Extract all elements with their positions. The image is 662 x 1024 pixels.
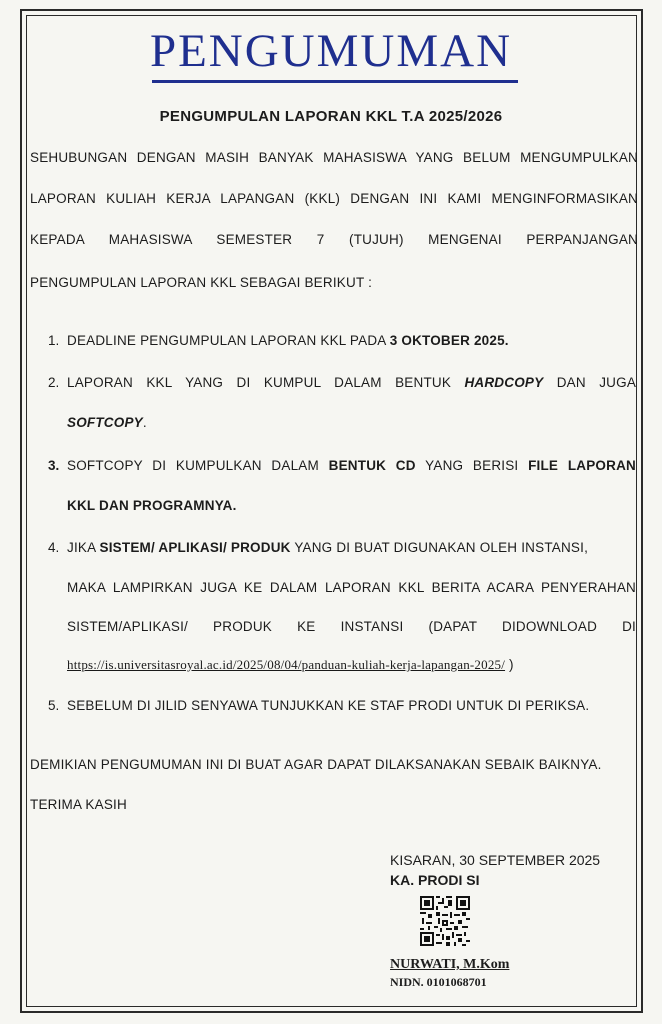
page-title: PENGUMUMAN — [149, 25, 513, 77]
list-item-3-cont: KKL DAN PROGRAMNYA. — [67, 498, 237, 513]
list-item-4-line-4: https://is.universitasroyal.ac.id/2025/08/04/panduan-kuliah-kerja-lapangan-2025/ ) — [67, 657, 514, 672]
intro-line-4: PENGUMPULAN LAPORAN KKL SEBAGAI BERIKUT : — [30, 275, 373, 290]
qr-code-icon — [420, 896, 470, 946]
signatory-name: NURWATI, M.Kom — [390, 957, 510, 972]
list-item-4-line-2: MAKA LAMPIRKAN JUGA KE DALAM LAPORAN KKL BERITA ACARA PENYERAHAN — [67, 580, 636, 595]
intro-line-3: KEPADA MAHASISWA SEMESTER 7 (TUJUH) MENGENAI PERPANJANGAN — [30, 232, 638, 247]
list-item-5: SEBELUM DI JILID SENYAWA TUNJUKKAN KE STAF PRODI UNTUK DI PERIKSA. — [67, 698, 590, 713]
intro-line-2: LAPORAN KULIAH KERJA LAPANGAN (KKL) DENGAN INI KAMI MENGINFORMASIKAN — [30, 191, 638, 206]
list-number: 1. — [48, 333, 60, 348]
list-item-2-cont: SOFTCOPY. — [67, 415, 147, 430]
list-number: 3. — [48, 458, 60, 473]
intro-line-1: SEHUBUNGAN DENGAN MASIH BANYAK MAHASISWA YANG BELUM MENGUMPULKAN — [30, 150, 638, 165]
signature-place-date: KISARAN, 30 SEPTEMBER 2025 — [390, 852, 601, 868]
list-number: 5. — [48, 698, 60, 713]
closing-line: DEMIKIAN PENGUMUMAN INI DI BUAT AGAR DAPAT DILAKSANAKAN SEBAIK BAIKNYA. — [30, 757, 602, 772]
signatory-nidn: NIDN. 0101068701 — [390, 975, 487, 989]
signature-role: KA. PRODI SI — [390, 872, 480, 888]
title-underline — [152, 80, 518, 83]
thanks-line: TERIMA KASIH — [30, 797, 127, 812]
list-number: 2. — [48, 375, 60, 390]
download-link[interactable]: https://is.universitasroyal.ac.id/2025/08/04/panduan-kuliah-kerja-lapangan-2025/ — [67, 657, 506, 672]
list-item-3: SOFTCOPY DI KUMPULKAN DALAM BENTUK CD YANG BERISI FILE LAPORAN — [67, 458, 636, 473]
list-item-4-line-3: SISTEM/APLIKASI/ PRODUK KE INSTANSI (DAPAT DIDOWNLOAD DI — [67, 619, 636, 634]
list-number: 4. — [48, 540, 60, 555]
deadline-date: 3 OKTOBER 2025. — [389, 333, 509, 348]
subtitle: PENGUMPULAN LAPORAN KKL T.A 2025/2026 — [159, 108, 503, 125]
list-item-1: DEADLINE PENGUMPULAN LAPORAN KKL PADA 3 OKTOBER 2025. — [67, 333, 509, 348]
list-item-2: LAPORAN KKL YANG DI KUMPUL DALAM BENTUK HARDCOPY DAN JUGA — [67, 375, 637, 390]
list-item-4: JIKA SISTEM/ APLIKASI/ PRODUK YANG DI BUAT DIGUNAKAN OLEH INSTANSI, — [67, 540, 589, 555]
